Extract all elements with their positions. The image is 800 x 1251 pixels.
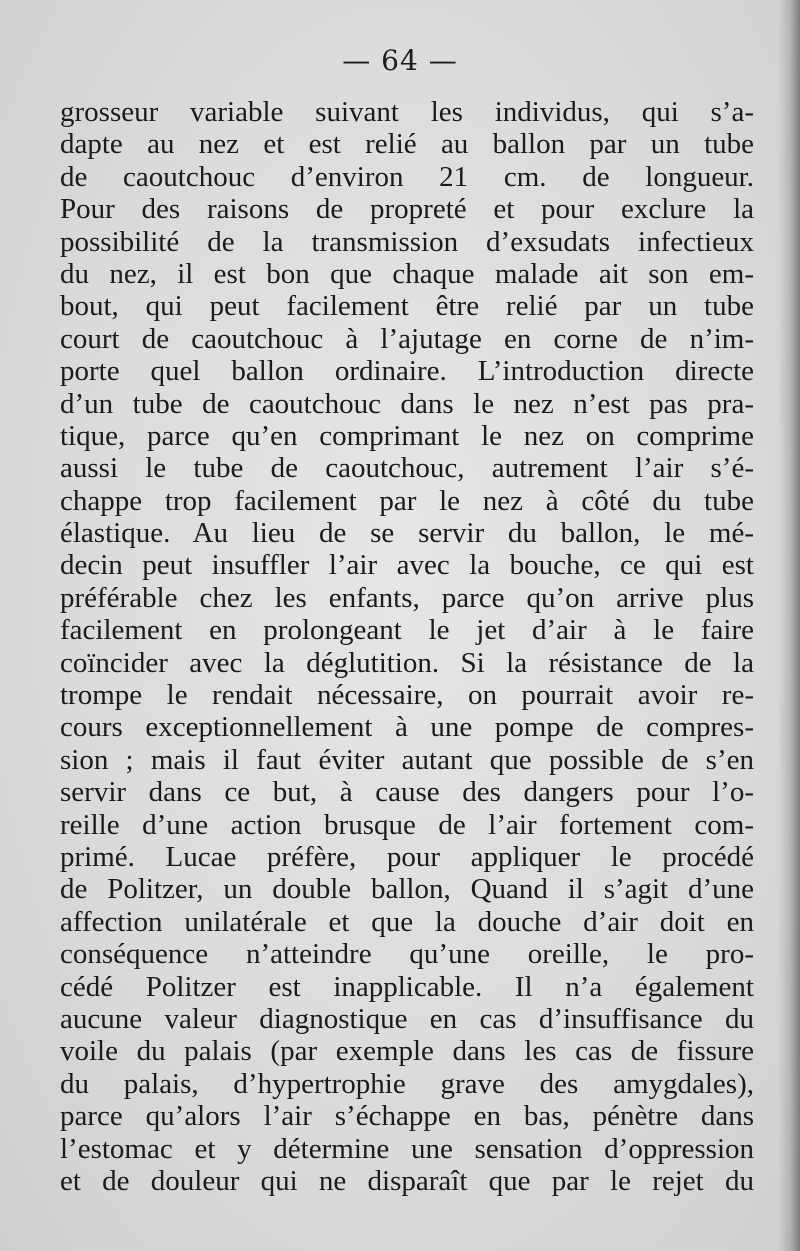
text-line: parce qu’alors l’air s’échappe en bas, pénètre dans bbox=[60, 1100, 754, 1133]
text-line: de caoutchouc d’environ 21 cm. de longueur. bbox=[60, 160, 754, 193]
text-line: et de douleur qui ne disparaît que par le rejet du bbox=[60, 1164, 754, 1197]
text-line: dapte au nez et est relié au ballon par un tube bbox=[60, 128, 754, 161]
text-line: de Politzer, un double ballon, Quand il s’agit d’une bbox=[60, 873, 754, 906]
text-line: sion ; mais il faut éviter autant que possible de s’en bbox=[60, 743, 754, 776]
text-line: aussi le tube de caoutchouc, autrement l’air s’é- bbox=[60, 452, 754, 485]
text-line: court de caoutchouc à l’ajutage en corne de n’im- bbox=[60, 322, 754, 355]
text-line: affection unilatérale et que la douche d’air doit en bbox=[60, 905, 754, 938]
text-line: servir dans ce but, à cause des dangers pour l’o- bbox=[60, 776, 754, 809]
text-line: d’un tube de caoutchouc dans le nez n’est pas pra- bbox=[60, 387, 754, 420]
text-line: du palais, d’hypertrophie grave des amygdales), bbox=[60, 1067, 754, 1100]
text-line: aucune valeur diagnostique en cas d’insuffisance du bbox=[60, 1002, 754, 1035]
text-line: du nez, il est bon que chaque malade ait son em- bbox=[60, 257, 754, 290]
page-number: — 64 — bbox=[342, 44, 458, 77]
text-line: coïncider avec la déglutition. Si la résistance de la bbox=[60, 646, 754, 679]
text-line: bout, qui peut facilement être relié par un tube bbox=[60, 290, 754, 323]
text-line: cédé Politzer est inapplicable. Il n’a également bbox=[60, 970, 754, 1003]
page-edge-shadow bbox=[778, 0, 800, 1251]
text-line: possibilité de la transmission d’exsudats infectieux bbox=[60, 225, 754, 258]
body-text bbox=[60, 96, 754, 1197]
text-line: decin peut insuffler l’air avec la bouche, ce qui est bbox=[60, 549, 754, 582]
text-line: trompe le rendait nécessaire, on pourrait avoir re- bbox=[60, 679, 754, 712]
text-line: élastique. Au lieu de se servir du ballon, le mé- bbox=[60, 517, 754, 550]
text-line: conséquence n’atteindre qu’une oreille, le pro- bbox=[60, 938, 754, 971]
text-line: grosseur variable suivant les individus, qui s’a- bbox=[60, 96, 754, 128]
text-line: Pour des raisons de propreté et pour exclure la bbox=[60, 193, 754, 226]
text-line: porte quel ballon ordinaire. L’introduction directe bbox=[60, 355, 754, 388]
text-line: tique, parce qu’en comprimant le nez on comprime bbox=[60, 419, 754, 452]
text-line: voile du palais (par exemple dans les cas de fissure bbox=[60, 1035, 754, 1068]
text-line: facilement en prolongeant le jet d’air à le faire bbox=[60, 614, 754, 647]
text-line: chappe trop facilement par le nez à côté du tube bbox=[60, 484, 754, 517]
text-line: préférable chez les enfants, parce qu’on arrive plus bbox=[60, 581, 754, 614]
text-line: cours exceptionnellement à une pompe de compres- bbox=[60, 711, 754, 744]
text-line: primé. Lucae préfère, pour appliquer le procédé bbox=[60, 840, 754, 873]
text-line: reille d’une action brusque de l’air fortement com- bbox=[60, 808, 754, 841]
text-line: l’estomac et y détermine une sensation d’oppression bbox=[60, 1132, 754, 1165]
